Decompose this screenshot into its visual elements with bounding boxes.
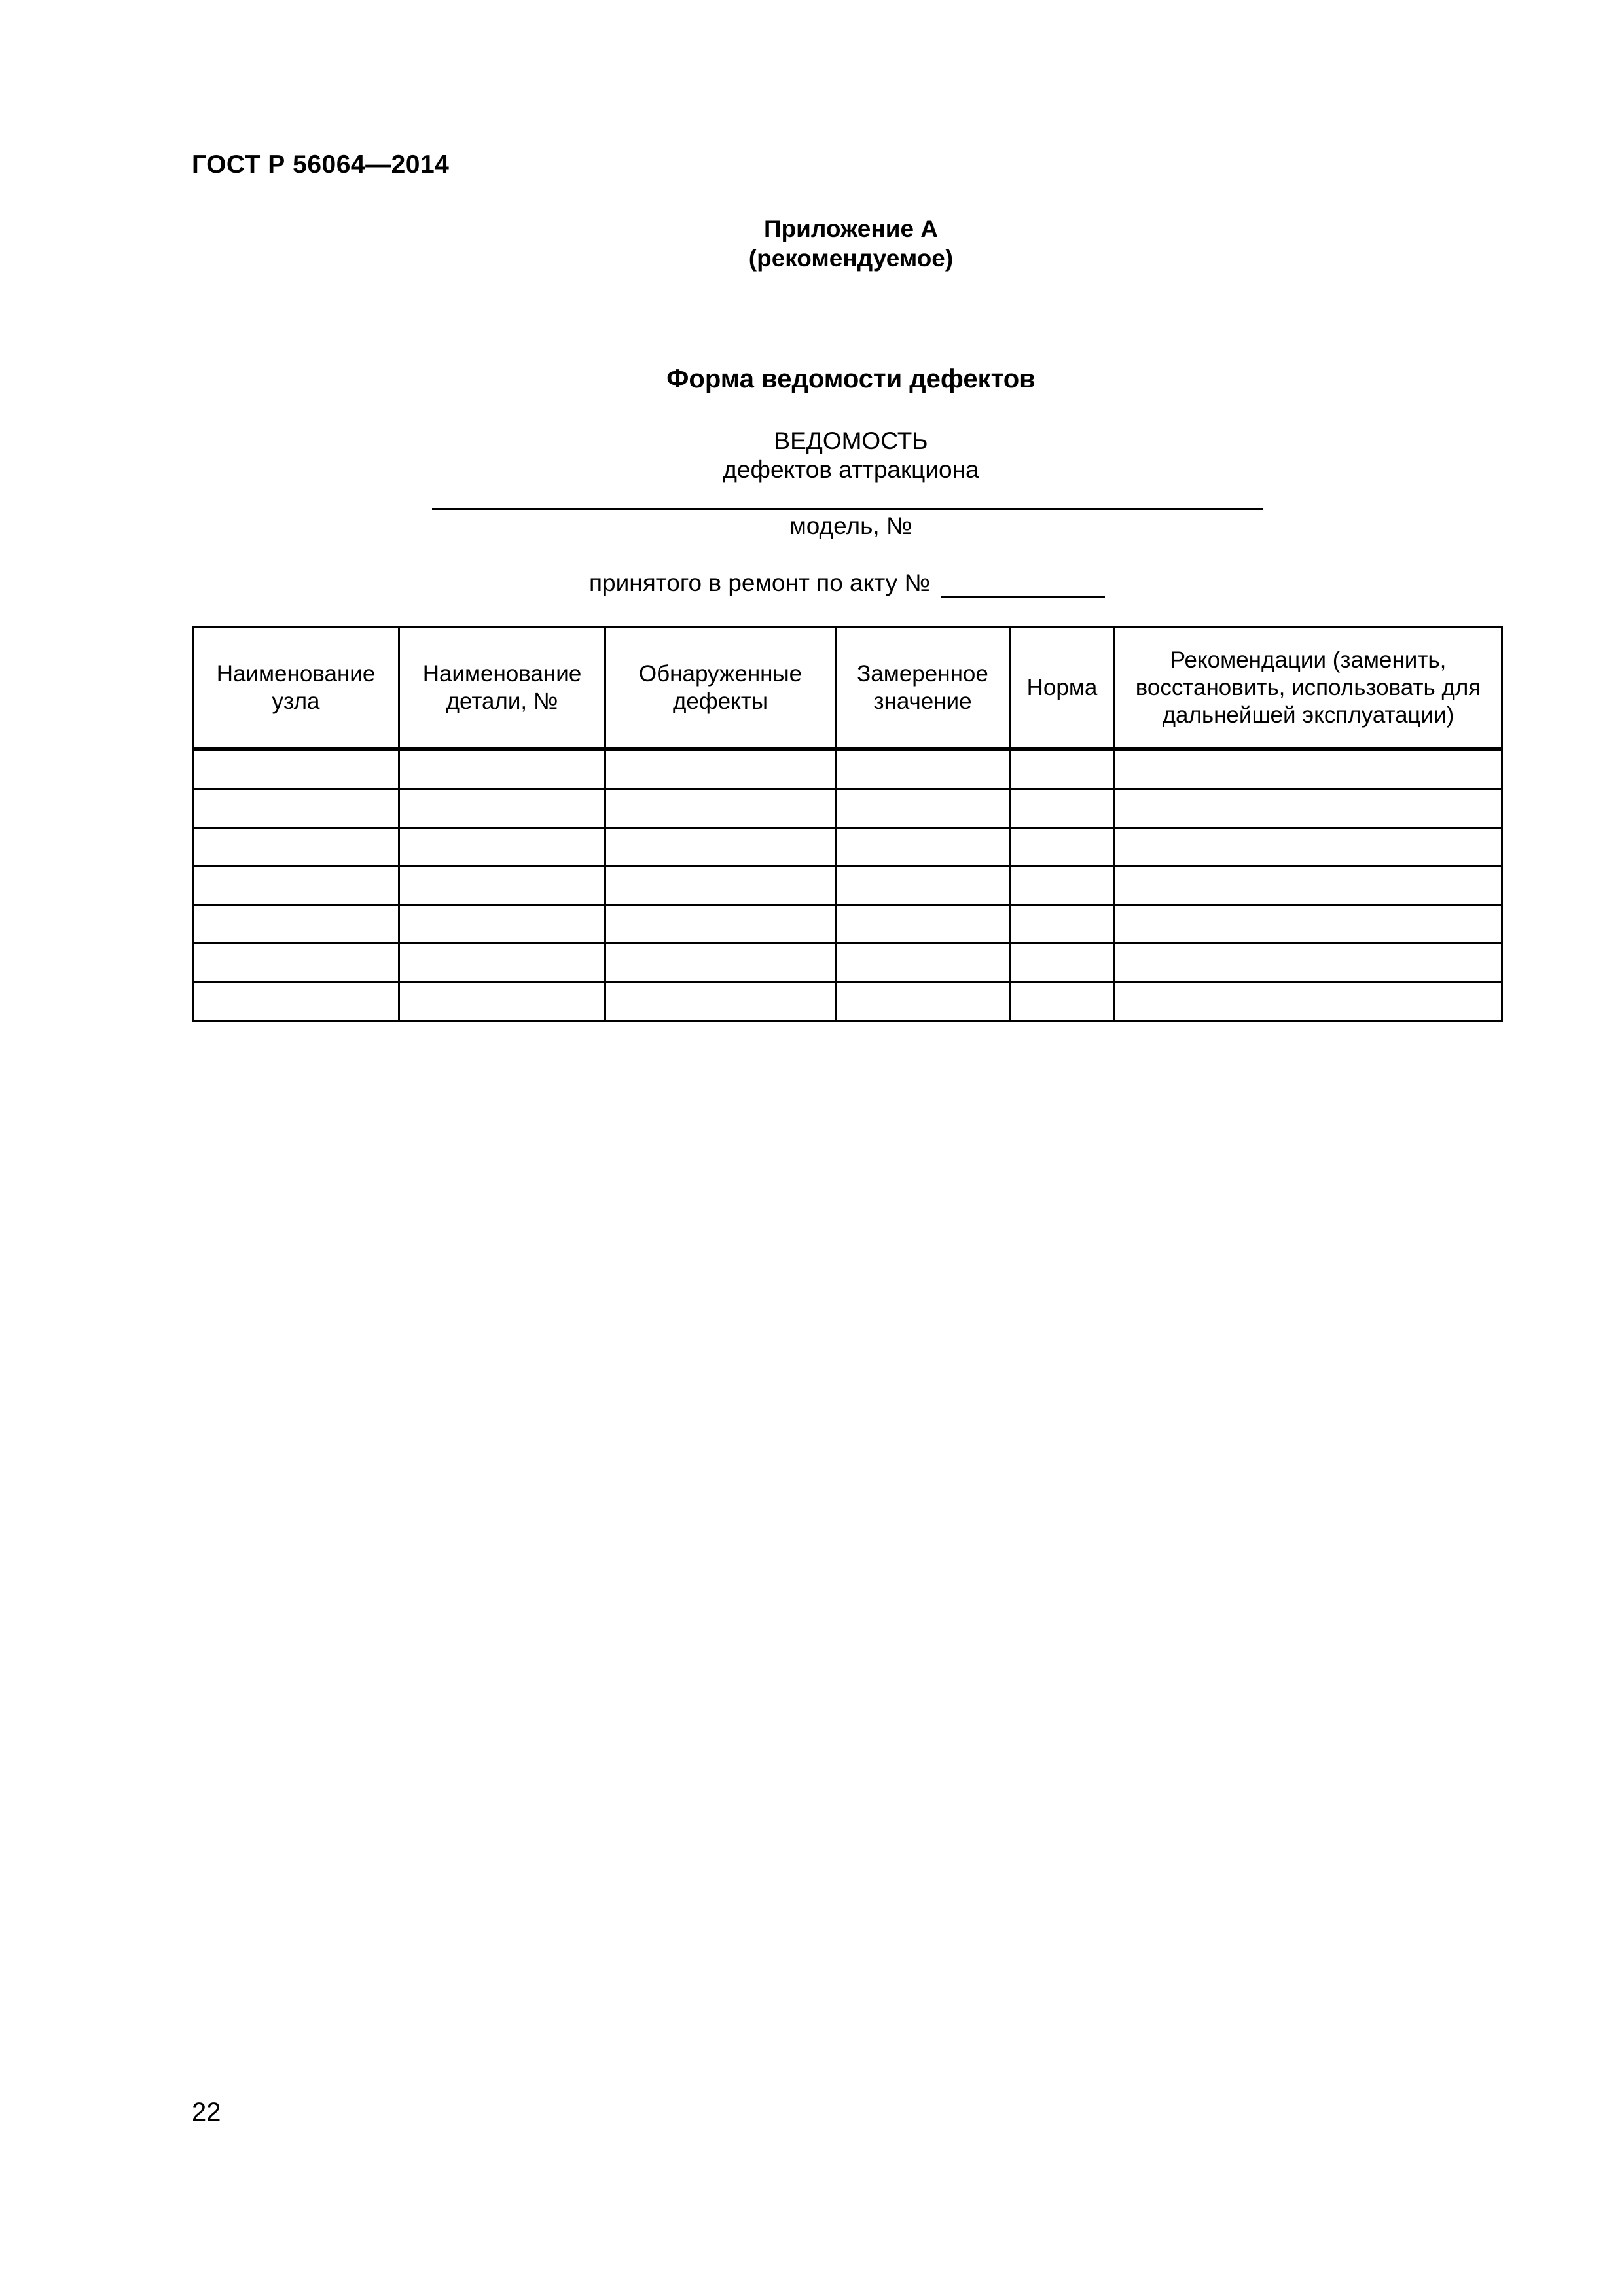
table-cell — [1115, 789, 1502, 828]
column-header: Рекомендации (заменить, восстановить, использовать для дальнейшей эксплуатации) — [1115, 627, 1502, 750]
column-header: Обнаруженные дефекты — [605, 627, 836, 750]
table-cell — [193, 944, 399, 982]
table-cell — [193, 867, 399, 905]
document-subtitle: дефектов аттракциона — [723, 456, 979, 483]
table-cell — [1115, 828, 1502, 867]
table-cell — [1115, 944, 1502, 982]
table-row — [193, 905, 1502, 944]
table-cell — [1115, 749, 1502, 789]
table-header-row — [193, 627, 1502, 750]
column-header: Наименование узла — [193, 627, 399, 750]
standard-id: ГОСТ Р 56064—2014 — [192, 151, 450, 179]
table-cell — [1010, 982, 1115, 1021]
table-cell — [1010, 749, 1115, 789]
form-title: Форма ведомости дефектов — [666, 365, 1036, 393]
table-cell — [193, 905, 399, 944]
table-body — [193, 749, 1502, 1021]
appendix-title: Приложение А — [763, 215, 939, 242]
table-cell — [1115, 867, 1502, 905]
table-cell — [193, 749, 399, 789]
model-caption: модель, № — [789, 512, 912, 539]
table-cell — [605, 789, 836, 828]
document-name: ВЕДОМОСТЬ — [774, 427, 928, 454]
column-header: Наименование детали, № — [399, 627, 605, 750]
repair-act-text: принятого в ремонт по акту № — [589, 569, 931, 596]
table-cell — [193, 789, 399, 828]
table-cell — [836, 828, 1010, 867]
table-cell — [1010, 944, 1115, 982]
repair-act-fill-line — [941, 596, 1105, 598]
table-cell — [399, 982, 605, 1021]
table-cell — [399, 905, 605, 944]
table-cell — [1010, 905, 1115, 944]
table-cell — [605, 982, 836, 1021]
table-cell — [836, 905, 1010, 944]
table-cell — [1115, 982, 1502, 1021]
table-row — [193, 749, 1502, 789]
table-cell — [399, 867, 605, 905]
table-cell — [836, 789, 1010, 828]
table-cell — [1010, 828, 1115, 867]
table-cell — [399, 944, 605, 982]
table-cell — [193, 828, 399, 867]
table-cell — [836, 749, 1010, 789]
table-cell — [605, 867, 836, 905]
table-row — [193, 944, 1502, 982]
table-cell — [193, 982, 399, 1021]
table-cell — [399, 828, 605, 867]
appendix-note: (рекомендуемое) — [748, 245, 954, 272]
table-cell — [836, 944, 1010, 982]
table-row — [193, 828, 1502, 867]
page-number: 22 — [192, 2098, 221, 2126]
table-cell — [605, 944, 836, 982]
table-cell — [1115, 905, 1502, 944]
attraction-fill-line — [432, 508, 1263, 510]
table-cell — [1010, 789, 1115, 828]
column-header: Норма — [1010, 627, 1115, 750]
table-row — [193, 982, 1502, 1021]
table-cell — [399, 749, 605, 789]
table-cell — [399, 789, 605, 828]
table-cell — [1010, 867, 1115, 905]
table-row — [193, 867, 1502, 905]
table-row — [193, 789, 1502, 828]
table-cell — [605, 828, 836, 867]
column-header: Замеренное значение — [836, 627, 1010, 750]
table-cell — [836, 982, 1010, 1021]
defects-table — [192, 626, 1503, 1022]
table-cell — [836, 867, 1010, 905]
table-cell — [605, 905, 836, 944]
table-cell — [605, 749, 836, 789]
